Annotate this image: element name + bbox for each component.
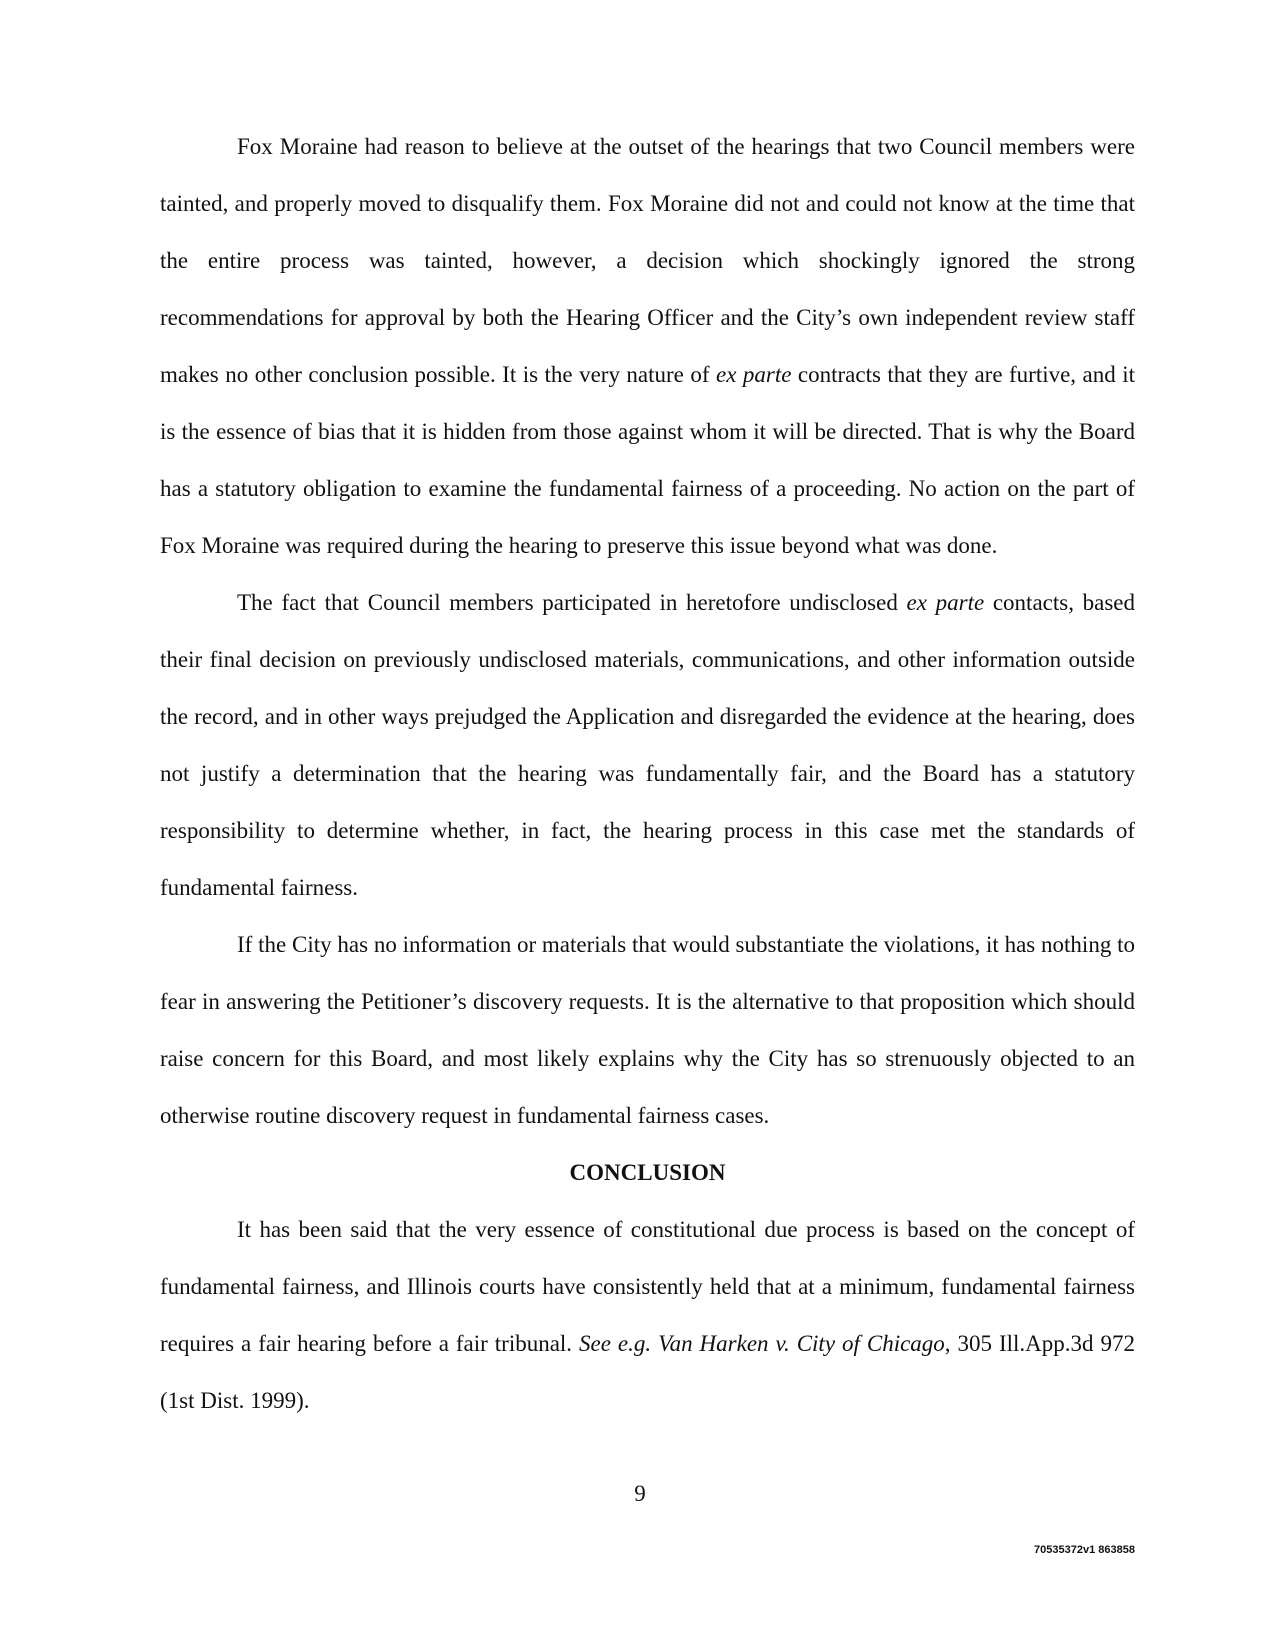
paragraph-text: Fox Moraine had reason to believe at the outset of the hearings that two Council members were tainted, and properly moved to disqualify them. Fox Moraine did not and could not know at the time that the entire process was tainted, however, a decision which shockingly ignored the strong recommendations for approval by both the Hearing Officer and the City’s own independent review staff makes no other conclusion possible. It is the very nature of [160, 134, 1135, 387]
paragraph-text: If the City has no information or materials that would substantiate the violations, it has nothing to fear in answering the Petitioner’s discovery requests. It is the alternative to that proposition which should raise concern for this Board, and most likely explains why the City has so strenuously objected to an otherwise routine discovery request in fundamental fairness cases. [160, 932, 1135, 1128]
body-text [160, 118, 1135, 1429]
paragraph-fox-moraine [160, 118, 1135, 574]
conclusion-heading: CONCLUSION [569, 1160, 726, 1185]
paragraph-text: contacts, based their final decision on previously undisclosed materials, communications, and other information outside the record, and in other ways prejudged the Application and disregarded the evidence at the hearing, does not justify a determination that the hearing was fundamentally fair, and the Board has a statutory responsibility to determine whether, in fact, the hearing process in this case met the standards of fundamental fairness. [160, 590, 1136, 900]
paragraph-text: contracts that they are furtive, and it is the essence of bias that it is hidden from those against whom it will be directed. That is why the Board has a statutory obligation to examine the fundamental fairness of a proceeding. No action on the part of Fox Moraine was required during the hearing to preserve this issue beyond what was done. [160, 362, 1135, 558]
case-citation: See e.g. Van Harken v. City of Chicago [579, 1331, 945, 1356]
paragraph-text: , 305 Ill.App.3d 972 (1st Dist. 1999). [160, 1331, 1135, 1413]
italic-term: ex parte [906, 590, 985, 615]
page-number: 9 [634, 1481, 646, 1506]
paragraph-city-discovery [160, 916, 1135, 1144]
paragraph-text: It has been said that the very essence of constitutional due process is based on the concept of fundamental fairness, and Illinois courts have consistently held that at a minimum, fundamental fairness requires a fair hearing before a fair tribunal. [160, 1217, 1135, 1356]
paragraph-conclusion [160, 1201, 1135, 1429]
paragraph-text: The fact that Council members participated in heretofore undisclosed [237, 590, 907, 615]
document-id: 70535372v1 863858 [1034, 1544, 1135, 1556]
paragraph-council-members [160, 574, 1135, 916]
italic-term: ex parte [716, 362, 792, 387]
